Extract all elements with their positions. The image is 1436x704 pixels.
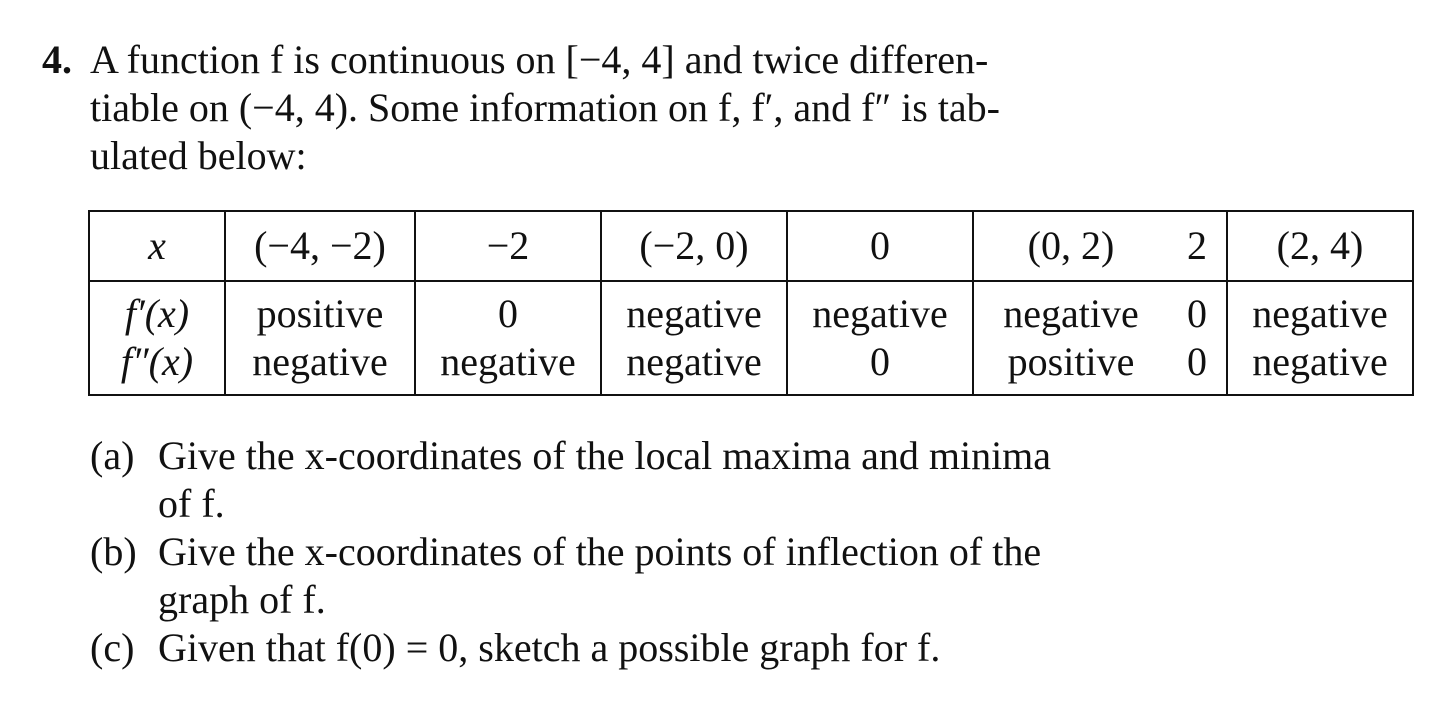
table-cell: [415, 281, 601, 395]
f2-value: negative: [252, 339, 388, 384]
f2-value: negative: [626, 339, 762, 384]
table-cell: [787, 281, 973, 395]
row-header-f2: f″(x): [120, 339, 194, 384]
part-label: (b): [90, 529, 137, 574]
part-text: [158, 432, 1140, 528]
part-label: (a): [90, 433, 135, 478]
part-label: (c): [90, 625, 135, 670]
part-line: Give the x-coordinates of the local maxima and minima: [158, 433, 1052, 478]
table-cell: [973, 281, 1168, 395]
statement-line: tiable on (−4, 4). Some information on f, f′, and f″ is tab-: [90, 85, 1000, 130]
table-row-x: [89, 211, 1413, 281]
table-row-derivatives: [89, 281, 1413, 395]
table-cell: [601, 281, 787, 395]
table-cell: (2, 4): [1227, 211, 1413, 281]
part-text: [158, 528, 1140, 624]
statement-line: A function f is continuous on [−4, 4] and twice differen-: [90, 37, 989, 82]
part-line: Give the x-coordinates of the points of inflection of the: [158, 529, 1042, 574]
f1-value: negative: [1252, 291, 1388, 336]
part-c: [90, 624, 1140, 672]
table-cell: (0, 2): [973, 211, 1168, 281]
statement-line: ulated below:: [90, 133, 307, 178]
part-line: of f.: [158, 481, 225, 526]
part-line: graph of f.: [158, 577, 326, 622]
part-a: [90, 432, 1140, 528]
f1-value: negative: [812, 291, 948, 336]
table-cell: −2: [415, 211, 601, 281]
f2-value: 0: [870, 339, 890, 384]
part-line: Given that f(0) = 0, sketch a possible graph for f.: [158, 625, 941, 670]
row-header-derivatives: [89, 281, 225, 395]
f2-value: negative: [1252, 339, 1388, 384]
table-cell: 2: [1168, 211, 1227, 281]
f1-value: positive: [256, 291, 384, 336]
f2-value: negative: [440, 339, 576, 384]
sign-table: [88, 210, 1414, 396]
problem-number: 4.: [42, 37, 72, 82]
table-cell: (−4, −2): [225, 211, 415, 281]
f1-value: 0: [498, 291, 518, 336]
table-cell: [225, 281, 415, 395]
problem-parts: [90, 432, 1140, 672]
f2-value: 0: [1187, 339, 1207, 384]
f2-value: positive: [1007, 339, 1135, 384]
part-b: [90, 528, 1140, 624]
f1-value: negative: [626, 291, 762, 336]
f1-value: 0: [1187, 291, 1207, 336]
part-text: [158, 624, 1140, 672]
table-cell: [1227, 281, 1413, 395]
row-header-x: x: [89, 211, 225, 281]
f1-value: negative: [1003, 291, 1139, 336]
row-header-f1: f′(x): [124, 291, 190, 336]
table-cell: [1168, 281, 1227, 395]
problem-statement: [90, 36, 1090, 180]
table-cell: 0: [787, 211, 973, 281]
table-cell: (−2, 0): [601, 211, 787, 281]
